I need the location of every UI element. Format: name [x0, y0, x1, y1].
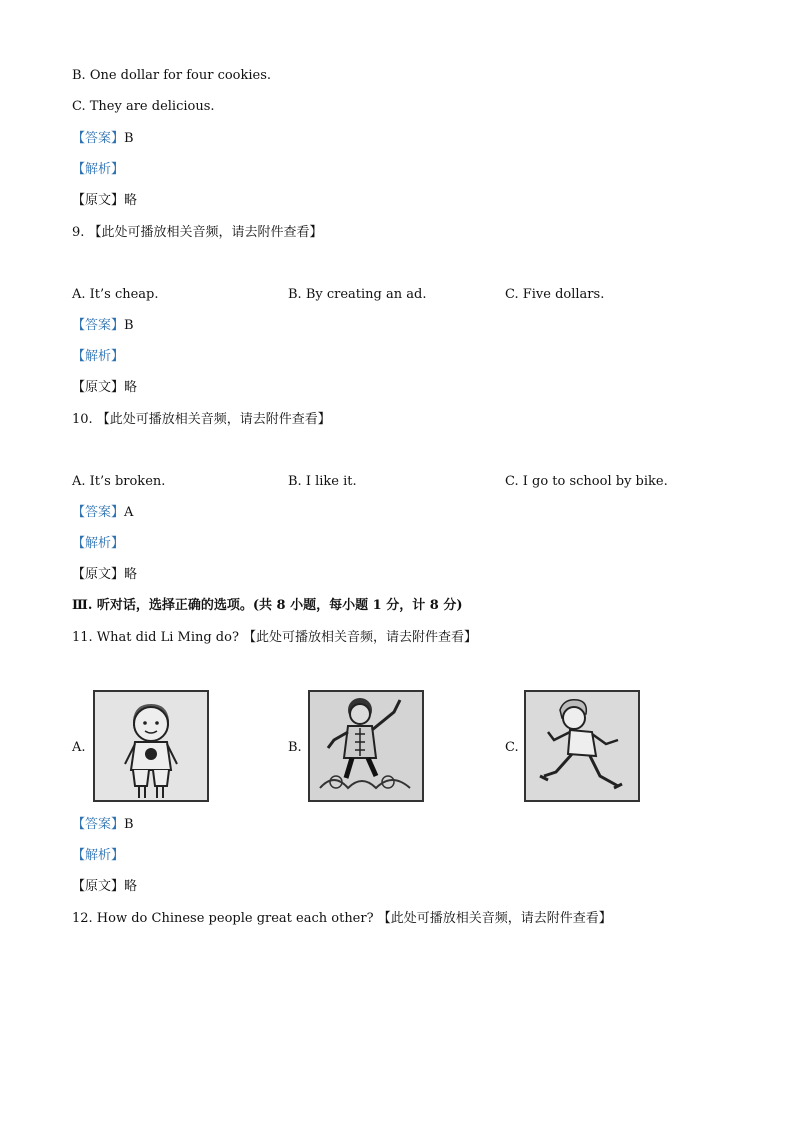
q11-original	[72, 879, 137, 895]
q10-options	[72, 474, 722, 490]
q10-analysis: 【解析】	[72, 536, 125, 551]
q8-original	[72, 193, 137, 209]
q11-analysis: 【解析】	[72, 848, 125, 863]
original-value: 略	[124, 380, 138, 395]
q11-option-c	[505, 690, 645, 804]
q9-answer	[72, 318, 134, 334]
q10-option-a: A. It’s broken.	[72, 474, 166, 489]
original-value: 略	[124, 567, 138, 582]
q11-option-a	[72, 690, 212, 804]
q9-options	[72, 287, 722, 303]
q8-answer	[72, 131, 134, 147]
q10-prompt: 10. 【此处可播放相关音频，请去附件查看】	[72, 412, 331, 427]
original-tag: 【原文】	[72, 879, 125, 894]
boy-standing-picture	[93, 690, 209, 802]
section-3-heading: Ⅲ. 听对话，选择正确的选项。(共 8 小题，每小题 1 分，计 8 分)	[72, 598, 463, 613]
q11-answer	[72, 817, 134, 833]
kungfu-boy-picture	[308, 690, 424, 802]
answer-tag: 【答案】	[72, 505, 125, 520]
q9-option-c: C. Five dollars.	[505, 287, 605, 302]
q9-option-a: A. It’s cheap.	[72, 287, 159, 302]
answer-value: B	[124, 318, 134, 333]
q8-analysis: 【解析】	[72, 162, 125, 177]
q9-analysis: 【解析】	[72, 349, 125, 364]
original-tag: 【原文】	[72, 380, 125, 395]
q9-option-b: B. By creating an ad.	[288, 287, 427, 302]
running-boy-picture	[524, 690, 640, 802]
answer-tag: 【答案】	[72, 318, 125, 333]
answer-tag: 【答案】	[72, 817, 125, 832]
answer-value: B	[124, 131, 134, 146]
original-tag: 【原文】	[72, 567, 125, 582]
q11-option-c-label: C.	[505, 740, 519, 755]
answer-tag: 【答案】	[72, 131, 125, 146]
original-value: 略	[124, 879, 138, 894]
q12-prompt: 12. How do Chinese people great each other? 【此处可播放相关音频，请去附件查看】	[72, 911, 612, 926]
q8-option-c: C. They are delicious.	[72, 99, 215, 114]
q9-original	[72, 380, 137, 396]
original-value: 略	[124, 193, 138, 208]
q9-prompt: 9. 【此处可播放相关音频，请去附件查看】	[72, 225, 323, 240]
q11-option-a-label: A.	[72, 740, 86, 755]
q10-option-b: B. I like it.	[288, 474, 357, 489]
q10-answer	[72, 505, 133, 521]
answer-value: B	[124, 817, 134, 832]
q11-prompt: 11. What did Li Ming do? 【此处可播放相关音频，请去附件查看】	[72, 630, 478, 645]
original-tag: 【原文】	[72, 193, 125, 208]
answer-value: A	[124, 505, 134, 520]
q10-original	[72, 567, 137, 583]
q11-option-b	[288, 690, 428, 804]
q10-option-c: C. I go to school by bike.	[505, 474, 668, 489]
q8-option-b: B. One dollar for four cookies.	[72, 68, 272, 83]
q11-option-b-label: B.	[288, 740, 302, 755]
